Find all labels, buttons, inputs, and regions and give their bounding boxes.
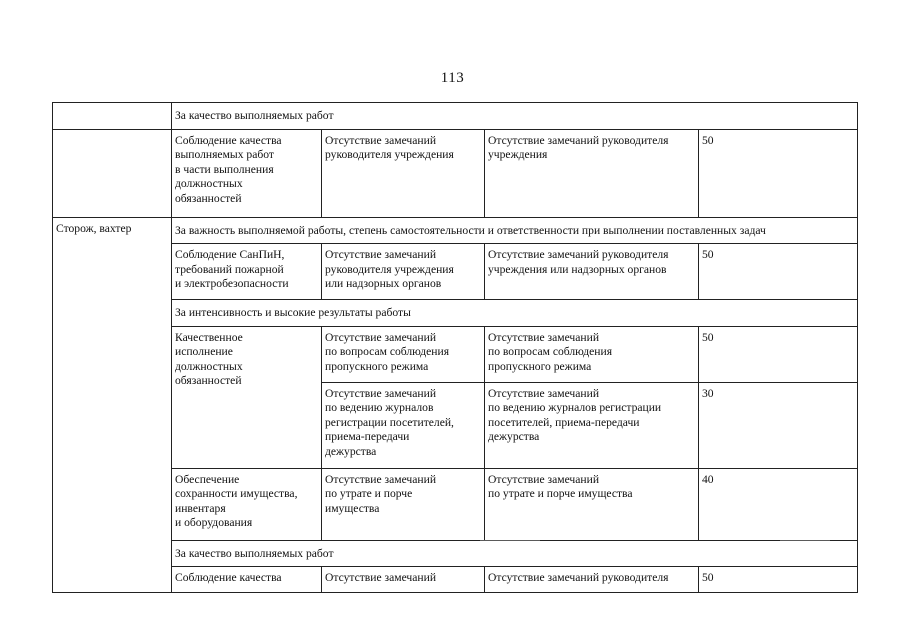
- criterion-cell: Отсутствие замечаний руководителя учреждения или надзорных органов: [485, 244, 699, 300]
- section-title: За интенсивность и высокие результаты работы: [172, 300, 858, 327]
- table-row: [53, 326, 858, 382]
- table-row: [53, 567, 858, 593]
- indicator-cell: Соблюдение СанПиН, требований пожарной и электробезопасности: [172, 244, 322, 300]
- points-cell: 50: [699, 326, 858, 382]
- points-cell: 40: [699, 468, 858, 540]
- table-row: [53, 129, 858, 217]
- role-cell: Сторож, вахтер: [53, 217, 172, 593]
- points-cell: 50: [699, 129, 858, 217]
- points-cell: 50: [699, 567, 858, 593]
- section-title: За важность выполняемой работы, степень самостоятельности и ответственности при выполнении поставленных задач: [172, 217, 858, 244]
- role-cell-empty: [53, 129, 172, 217]
- condition-cell: Отсутствие замечаний по утрате и порче имущества: [322, 468, 485, 540]
- criteria-table: [52, 102, 858, 593]
- section-header-row: [53, 217, 858, 244]
- points-cell: 30: [699, 382, 858, 468]
- section-header-row: [53, 300, 858, 327]
- scan-artifact: [780, 540, 830, 541]
- condition-cell: Отсутствие замечаний по вопросам соблюдения пропускного режима: [322, 326, 485, 382]
- criterion-cell: Отсутствие замечаний руководителя учреждения: [485, 129, 699, 217]
- condition-cell: Отсутствие замечаний: [322, 567, 485, 593]
- table-row: [53, 244, 858, 300]
- section-title: За качество выполняемых работ: [172, 103, 858, 130]
- points-cell: 50: [699, 244, 858, 300]
- page-number: 113: [440, 70, 465, 86]
- section-header-row: [53, 103, 858, 130]
- section-title: За качество выполняемых работ: [172, 540, 858, 567]
- table-row: [53, 468, 858, 540]
- indicator-cell: Соблюдение качества выполняемых работ в части выполнения должностных обязанностей: [172, 129, 322, 217]
- indicator-cell: Обеспечение сохранности имущества, инвентаря и оборудования: [172, 468, 322, 540]
- indicator-cell: Соблюдение качества: [172, 567, 322, 593]
- condition-cell: Отсутствие замечаний руководителя учреждения: [322, 129, 485, 217]
- scan-artifact: [480, 540, 540, 541]
- role-cell-empty: [53, 103, 172, 130]
- criterion-cell: Отсутствие замечаний руководителя: [485, 567, 699, 593]
- indicator-cell: Качественное исполнение должностных обязанностей: [172, 326, 322, 468]
- condition-cell: Отсутствие замечаний руководителя учреждения или надзорных органов: [322, 244, 485, 300]
- criterion-cell: Отсутствие замечаний по вопросам соблюдения пропускного режима: [485, 326, 699, 382]
- condition-cell: Отсутствие замечаний по ведению журналов регистрации посетителей, приема-передачи дежурства: [322, 382, 485, 468]
- criterion-cell: Отсутствие замечаний по ведению журналов регистрации посетителей, приема-передачи дежурства: [485, 382, 699, 468]
- section-header-row: [53, 540, 858, 567]
- criterion-cell: Отсутствие замечаний по утрате и порче имущества: [485, 468, 699, 540]
